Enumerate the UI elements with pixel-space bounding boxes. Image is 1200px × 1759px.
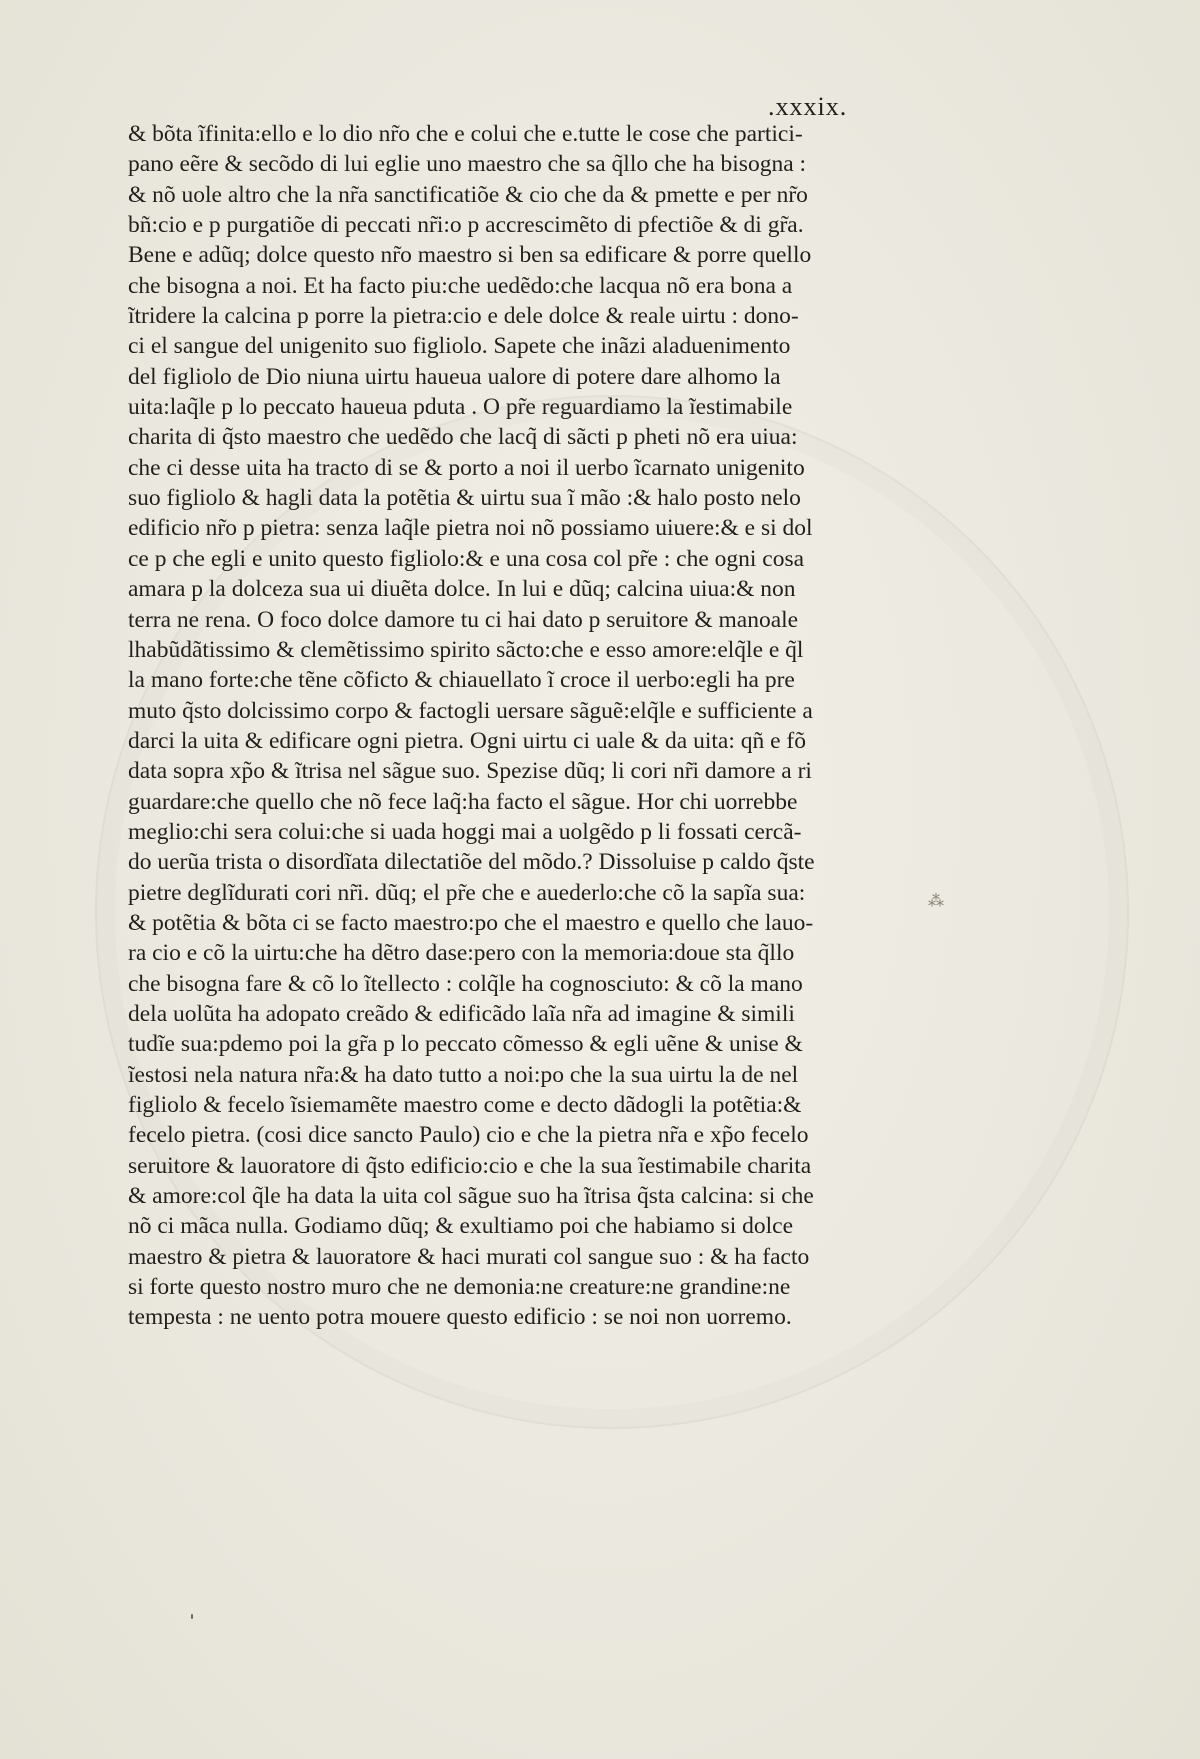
folio-number: .xxxix. bbox=[768, 92, 848, 121]
text-line: & bõta ĩfinita:ello e lo dio nr̃o che e colui che e.tutte le cose che partici- bbox=[128, 121, 803, 147]
text-line: tempesta : ne uento potra mouere questo edificio : se noi non uorremo. bbox=[128, 1304, 792, 1331]
text-line: si forte questo nostro muro che ne demonia:ne creature:ne grandine:ne bbox=[128, 1274, 791, 1301]
text-line: edificio nr̃o p pietra: senza laq̃le pietra noi nõ possiamo uiuere:& e si dol bbox=[128, 515, 813, 542]
text-line: che ci desse uita ha tracto di se & porto a noi il uerbo ĩcarnato unigenito bbox=[128, 454, 805, 481]
text-line: del figliolo de Dio niuna uirtu haueua ualore di potere dare alhomo la bbox=[128, 363, 781, 390]
text-line: ra cio e cõ la uirtu:che ha dẽtro dase:pero con la memoria:doue sta q̃llo bbox=[128, 940, 795, 967]
text-line: fecelo pietra. (cosi dice sancto Paulo) cio e che la pietra nr̃a e xp̃o fecelo bbox=[128, 1122, 809, 1149]
text-line: ĩestosi nela natura nr̃a:& ha dato tutto a noi:po che la sua uirtu la de nel bbox=[128, 1061, 799, 1088]
text-line: meglio:chi sera colui:che si uada hoggi mai a uolgẽdo p li fossati cercã- bbox=[128, 818, 802, 845]
text-line: uita:laq̃le p lo peccato haueua pduta . O pr̃e reguardiamo la ĩestimabile bbox=[128, 394, 793, 421]
text-line: la mano forte:che tẽne cõficto & chiauellato ĩ croce il uerbo:egli ha pre bbox=[128, 667, 795, 694]
margin-ink-mark: ⁂ bbox=[928, 893, 944, 910]
text-line: & amore:col q̃le ha data la uita col sãgue suo ha ĩtrisa q̃sta calcina: si che bbox=[128, 1183, 814, 1210]
text-line: amara p la dolceza sua ui diuẽta dolce. In lui e dũq; calcina uiua:& non bbox=[128, 576, 796, 603]
text-line: bñ:cio e p purgatiõe di peccati nr̃i:o p accrescimẽto di pfectiõe & di gr̃a. bbox=[128, 212, 804, 239]
text-line: & potẽtia & bõta ci se facto maestro:po che el maestro e quello che lauo- bbox=[128, 909, 814, 936]
text-line: seruitore & lauoratore di q̃sto edificio:cio e che la sua ĩestimabile charita bbox=[128, 1152, 812, 1179]
text-line: ĩtridere la calcina p porre la pietra:cio e dele dolce & reale uirtu : dono- bbox=[128, 303, 799, 330]
text-line: che bisogna a noi. Et ha facto piu:che uedẽdo:che lacqua nõ era bona a bbox=[128, 272, 793, 299]
text-line: pietre deglĩdurati cori nr̃i. dũq; el pr̃e che e auederlo:che cõ la sapĩa sua: bbox=[128, 879, 806, 906]
text-line: & nõ uole altro che la nr̃a sanctificatiõe & cio che da & pmette e per nr̃o bbox=[128, 181, 808, 208]
text-line: muto q̃sto dolcissimo corpo & factogli uersare sãguẽ:elq̃le e sufficiente a bbox=[128, 697, 813, 724]
text-line: lhabũdãtissimo & clemẽtissimo spirito sãcto:che e esso amore:elq̃le e q̃l bbox=[128, 636, 804, 663]
text-line: che bisogna fare & cõ lo ĩtellecto : colq̃le ha cognosciuto: & cõ la mano bbox=[128, 970, 803, 997]
text-line: do uerũa trista o disordĩata dilectatiõe del mõdo.? Dissoluise p caldo q̃ste bbox=[128, 849, 815, 876]
text-line: tudĩe sua:pdemo poi la gr̃a p lo peccato cõmesso & egli uẽne & unise & bbox=[128, 1031, 803, 1058]
text-line: pano eẽre & secõdo di lui eglie uno maestro che sa q̃llo che ha bisogna : bbox=[128, 151, 807, 178]
text-block bbox=[128, 119, 908, 1333]
text-line: dela uolũta ha adopato creãdo & edificãdo laĩa nr̃a ad imagine & simili bbox=[128, 1000, 795, 1027]
text-line: nõ ci mãca nulla. Godiamo dũq; & exultiamo poi che habiamo si dolce bbox=[128, 1213, 794, 1240]
text-line: Bene e adũq; dolce questo nr̃o maestro si ben sa edificare & porre quello bbox=[128, 242, 812, 269]
text-line: maestro & pietra & lauoratore & haci murati col sangue suo : & ha facto bbox=[128, 1243, 810, 1270]
text-line: guardare:che quello che nõ fece laq̃:ha facto el sãgue. Hor chi uorrebbe bbox=[128, 788, 798, 815]
text-line: darci la uita & edificare ogni pietra. Ogni uirtu ci uale & da uita: qñ e fõ bbox=[128, 727, 806, 754]
text-line: ci el sangue del unigenito suo figliolo. Sapete che inãzi aladuenimento bbox=[128, 333, 791, 360]
text-line: suo figliolo & hagli data la potẽtia & uirtu sua ĩ mão :& halo posto nelo bbox=[128, 485, 801, 512]
text-line: charita di q̃sto maestro che uedẽdo che lacq̃ di sãcti p pheti nõ era uiua: bbox=[128, 424, 798, 451]
text-line: terra ne rena. O foco dolce damore tu ci hai dato p seruitore & manoale bbox=[128, 606, 799, 633]
text-line: ce p che egli e unito questo figliolo:& e una cosa col pr̃e : che ogni cosa bbox=[128, 545, 805, 572]
paper-speck bbox=[191, 1614, 193, 1619]
text-line: figliolo & fecelo ĩsiemamẽte maestro come e decto dãdogli la potẽtia:& bbox=[128, 1092, 802, 1118]
text-line: data sopra xp̃o & ĩtrisa nel sãgue suo. Spezise dũq; li cori nr̃i damore a ri bbox=[128, 758, 812, 785]
